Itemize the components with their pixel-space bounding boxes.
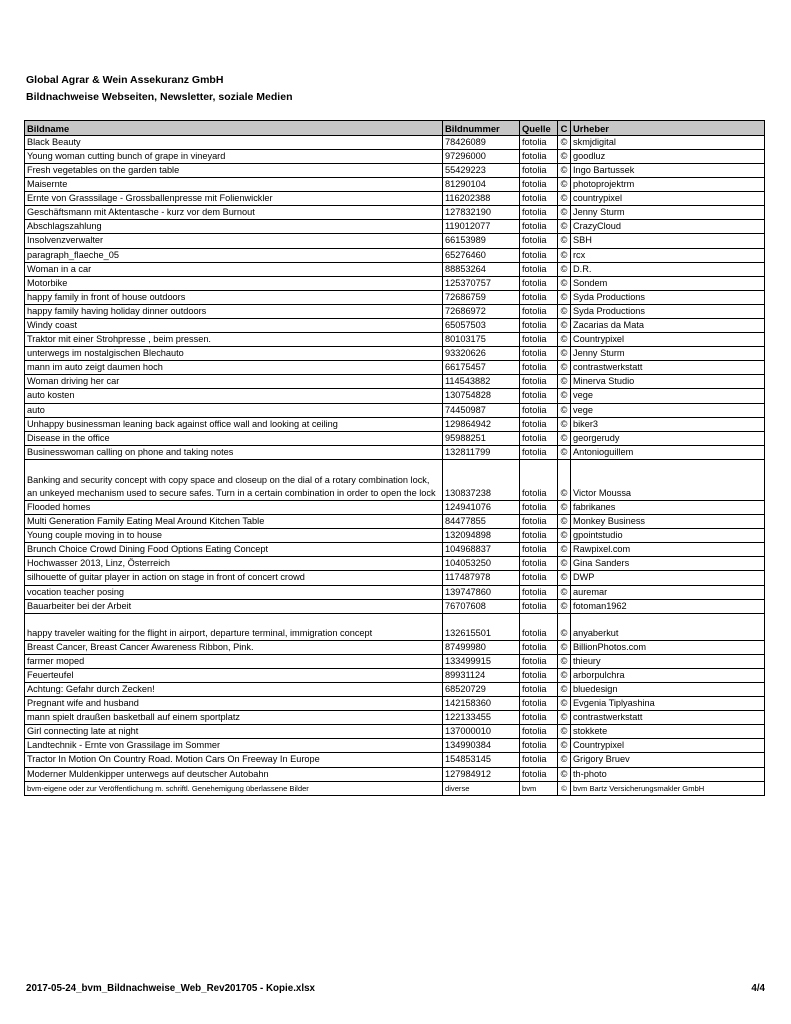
cell-bildnummer: 122133455 <box>443 711 520 725</box>
cell-urheber: gpointstudio <box>571 529 765 543</box>
table-row <box>25 682 765 696</box>
cell-copyright: © <box>558 333 571 347</box>
cell-quelle: fotolia <box>520 163 558 177</box>
cell-urheber: vege <box>571 389 765 403</box>
table-row <box>25 753 765 767</box>
cell-bildname: Pregnant wife and husband <box>25 697 443 711</box>
cell-copyright: © <box>558 445 571 459</box>
cell-copyright: © <box>558 711 571 725</box>
table-row <box>25 711 765 725</box>
cell-urheber: Victor Moussa <box>571 459 765 500</box>
cell-bildnummer: 139747860 <box>443 585 520 599</box>
footer-page-number: 4/4 <box>751 983 765 994</box>
cell-bildnummer: 132615501 <box>443 613 520 640</box>
cell-quelle: fotolia <box>520 445 558 459</box>
cell-bildnummer: 133499915 <box>443 654 520 668</box>
cell-urheber: th-photo <box>571 767 765 781</box>
cell-urheber: D.R. <box>571 262 765 276</box>
cell-urheber: Monkey Business <box>571 515 765 529</box>
cell-urheber: contrastwerkstatt <box>571 361 765 375</box>
cell-urheber: Sondem <box>571 276 765 290</box>
cell-urheber: thieury <box>571 654 765 668</box>
table-row <box>25 206 765 220</box>
cell-quelle: fotolia <box>520 304 558 318</box>
cell-bildnummer: 55429223 <box>443 163 520 177</box>
cell-quelle: fotolia <box>520 206 558 220</box>
cell-bildnummer: 97296000 <box>443 149 520 163</box>
cell-copyright: © <box>558 304 571 318</box>
table-row <box>25 403 765 417</box>
cell-bildname: Bauarbeiter bei der Arbeit <box>25 599 443 613</box>
cell-quelle: fotolia <box>520 417 558 431</box>
cell-bildnummer: 66153989 <box>443 234 520 248</box>
cell-bildname: Motorbike <box>25 276 443 290</box>
table-row <box>25 557 765 571</box>
table-row <box>25 178 765 192</box>
cell-quelle: fotolia <box>520 613 558 640</box>
cell-urheber: vege <box>571 403 765 417</box>
table-row <box>25 276 765 290</box>
cell-quelle: fotolia <box>520 403 558 417</box>
cell-copyright: © <box>558 767 571 781</box>
table-row <box>25 163 765 177</box>
cell-bildname: mann spielt draußen basketball auf einem sportplatz <box>25 711 443 725</box>
cell-bildname: auto <box>25 403 443 417</box>
cell-copyright: © <box>558 163 571 177</box>
cell-bildname: Young couple moving in to house <box>25 529 443 543</box>
cell-copyright: © <box>558 725 571 739</box>
cell-quelle: fotolia <box>520 571 558 585</box>
cell-quelle: fotolia <box>520 333 558 347</box>
footer-filename: 2017-05-24_bvm_Bildnachweise_Web_Rev201705 - Kopie.xlsx <box>26 983 315 994</box>
cell-quelle: bvm <box>520 781 558 795</box>
cell-bildnummer: 119012077 <box>443 220 520 234</box>
cell-bildname: auto kosten <box>25 389 443 403</box>
cell-bildname: Insolvenzverwalter <box>25 234 443 248</box>
table-row <box>25 234 765 248</box>
cell-quelle: fotolia <box>520 389 558 403</box>
cell-bildname: Hochwasser 2013, Linz, Österreich <box>25 557 443 571</box>
cell-bildname: Businesswoman calling on phone and taking notes <box>25 445 443 459</box>
cell-urheber: stokkete <box>571 725 765 739</box>
cell-quelle: fotolia <box>520 361 558 375</box>
cell-bildname: Landtechnik - Ernte von Grassilage im Sommer <box>25 739 443 753</box>
cell-bildname: Ernte von Grasssilage - Grossballenpresse mit Folienwickler <box>25 192 443 206</box>
cell-bildnummer: 80103175 <box>443 333 520 347</box>
cell-quelle: fotolia <box>520 500 558 514</box>
cell-quelle: fotolia <box>520 640 558 654</box>
cell-bildname: Woman driving her car <box>25 375 443 389</box>
cell-urheber: Gina Sanders <box>571 557 765 571</box>
cell-bildnummer: 124941076 <box>443 500 520 514</box>
cell-copyright: © <box>558 697 571 711</box>
cell-copyright: © <box>558 682 571 696</box>
cell-bildname: Abschlagszahlung <box>25 220 443 234</box>
cell-copyright: © <box>558 640 571 654</box>
cell-bildname: Banking and security concept with copy space and closeup on the dial of a rotary combination lock, an unkeyed mechanism used to secure safes. Turn in a certain combination in order to open the lock <box>25 459 443 500</box>
cell-copyright: © <box>558 417 571 431</box>
cell-bildnummer: 142158360 <box>443 697 520 711</box>
cell-copyright: © <box>558 613 571 640</box>
cell-bildnummer: 130837238 <box>443 459 520 500</box>
table-row <box>25 290 765 304</box>
cell-bildname: silhouette of guitar player in action on stage in front of concert crowd <box>25 571 443 585</box>
cell-bildname: Brunch Choice Crowd Dining Food Options Eating Concept <box>25 543 443 557</box>
cell-copyright: © <box>558 500 571 514</box>
table-row <box>25 613 765 640</box>
cell-copyright: © <box>558 654 571 668</box>
cell-urheber: anyaberkut <box>571 613 765 640</box>
table-row <box>25 543 765 557</box>
cell-bildname: Fresh vegetables on the garden table <box>25 163 443 177</box>
cell-bildnummer: 81290104 <box>443 178 520 192</box>
table-row <box>25 389 765 403</box>
cell-urheber: SBH <box>571 234 765 248</box>
table-header-row <box>25 121 765 136</box>
cell-urheber: Zacarias da Mata <box>571 319 765 333</box>
cell-quelle: fotolia <box>520 682 558 696</box>
table-row <box>25 431 765 445</box>
cell-copyright: © <box>558 543 571 557</box>
cell-bildnummer: 116202388 <box>443 192 520 206</box>
cell-bildnummer: 72686972 <box>443 304 520 318</box>
table-row <box>25 500 765 514</box>
cell-quelle: fotolia <box>520 543 558 557</box>
cell-copyright: © <box>558 431 571 445</box>
table-row <box>25 529 765 543</box>
table-row <box>25 262 765 276</box>
table-row <box>25 375 765 389</box>
cell-copyright: © <box>558 403 571 417</box>
cell-urheber: auremar <box>571 585 765 599</box>
cell-bildnummer: 87499980 <box>443 640 520 654</box>
cell-quelle: fotolia <box>520 290 558 304</box>
table-row <box>25 767 765 781</box>
cell-urheber: Antonioguillem <box>571 445 765 459</box>
cell-copyright: © <box>558 557 571 571</box>
cell-urheber: arborpulchra <box>571 668 765 682</box>
cell-bildname: vocation teacher posing <box>25 585 443 599</box>
cell-bildname: happy traveler waiting for the flight in airport, departure terminal, immigration concept <box>25 613 443 640</box>
cell-copyright: © <box>558 599 571 613</box>
cell-bildnummer: 130754828 <box>443 389 520 403</box>
table-row <box>25 304 765 318</box>
cell-copyright: © <box>558 753 571 767</box>
table-row <box>25 417 765 431</box>
cell-bildnummer: 78426089 <box>443 135 520 149</box>
cell-bildname: Woman in a car <box>25 262 443 276</box>
cell-bildnummer: 72686759 <box>443 290 520 304</box>
cell-bildname: Black Beauty <box>25 135 443 149</box>
cell-urheber: Minerva Studio <box>571 375 765 389</box>
cell-copyright: © <box>558 571 571 585</box>
cell-copyright: © <box>558 319 571 333</box>
cell-quelle: fotolia <box>520 149 558 163</box>
cell-copyright: © <box>558 459 571 500</box>
cell-bildname: Feuerteufel <box>25 668 443 682</box>
company-name: Global Agrar & Wein Assekuranz GmbH <box>26 74 224 86</box>
cell-bildname: bvm-eigene oder zur Veröffentlichung m. schriftl. Genehemigung überlassene Bilder <box>25 781 443 795</box>
cell-bildnummer: 65276460 <box>443 248 520 262</box>
cell-copyright: © <box>558 585 571 599</box>
cell-copyright: © <box>558 739 571 753</box>
cell-quelle: fotolia <box>520 599 558 613</box>
table-row <box>25 149 765 163</box>
table-row <box>25 459 765 500</box>
cell-bildnummer: 127832190 <box>443 206 520 220</box>
cell-quelle: fotolia <box>520 711 558 725</box>
cell-urheber: Evgenia Tiplyashina <box>571 697 765 711</box>
cell-quelle: fotolia <box>520 585 558 599</box>
cell-copyright: © <box>558 262 571 276</box>
cell-bildname: Achtung: Gefahr durch Zecken! <box>25 682 443 696</box>
cell-bildnummer: 84477855 <box>443 515 520 529</box>
cell-quelle: fotolia <box>520 654 558 668</box>
cell-bildname: Young woman cutting bunch of grape in vineyard <box>25 149 443 163</box>
cell-bildnummer: 66175457 <box>443 361 520 375</box>
cell-urheber: Syda Productions <box>571 304 765 318</box>
column-header-urheber: Urheber <box>571 121 765 136</box>
table-row <box>25 347 765 361</box>
cell-bildname: happy family in front of house outdoors <box>25 290 443 304</box>
cell-bildnummer: 95988251 <box>443 431 520 445</box>
cell-urheber: photoprojektrm <box>571 178 765 192</box>
cell-quelle: fotolia <box>520 725 558 739</box>
cell-bildnummer: 74450987 <box>443 403 520 417</box>
cell-quelle: fotolia <box>520 431 558 445</box>
cell-quelle: fotolia <box>520 192 558 206</box>
table-row <box>25 333 765 347</box>
table-body <box>25 135 765 795</box>
cell-quelle: fotolia <box>520 459 558 500</box>
cell-urheber: DWP <box>571 571 765 585</box>
cell-bildnummer: 132811799 <box>443 445 520 459</box>
cell-copyright: © <box>558 375 571 389</box>
cell-quelle: fotolia <box>520 135 558 149</box>
table-row <box>25 248 765 262</box>
cell-quelle: fotolia <box>520 248 558 262</box>
cell-copyright: © <box>558 389 571 403</box>
cell-quelle: fotolia <box>520 753 558 767</box>
cell-quelle: fotolia <box>520 767 558 781</box>
cell-copyright: © <box>558 206 571 220</box>
column-header-bildname: Bildname <box>25 121 443 136</box>
cell-bildname: Maisernte <box>25 178 443 192</box>
cell-copyright: © <box>558 135 571 149</box>
cell-quelle: fotolia <box>520 319 558 333</box>
cell-copyright: © <box>558 248 571 262</box>
cell-copyright: © <box>558 529 571 543</box>
column-header-copyright: C <box>558 121 571 136</box>
cell-copyright: © <box>558 781 571 795</box>
document-title: Bildnachweise Webseiten, Newsletter, soziale Medien <box>26 91 293 103</box>
cell-bildname: unterwegs im nostalgischen Blechauto <box>25 347 443 361</box>
cell-quelle: fotolia <box>520 739 558 753</box>
cell-bildnummer: 137000010 <box>443 725 520 739</box>
cell-bildname: Breast Cancer, Breast Cancer Awareness Ribbon, Pink. <box>25 640 443 654</box>
cell-bildname: Flooded homes <box>25 500 443 514</box>
cell-urheber: fabrikanes <box>571 500 765 514</box>
cell-urheber: bluedesign <box>571 682 765 696</box>
column-header-bildnummer: Bildnummer <box>443 121 520 136</box>
cell-copyright: © <box>558 668 571 682</box>
cell-urheber: CrazyCloud <box>571 220 765 234</box>
cell-bildnummer: 104053250 <box>443 557 520 571</box>
table-row <box>25 571 765 585</box>
cell-copyright: © <box>558 361 571 375</box>
cell-bildname: Multi Generation Family Eating Meal Around Kitchen Table <box>25 515 443 529</box>
table-row <box>25 445 765 459</box>
cell-urheber: Ingo Bartussek <box>571 163 765 177</box>
cell-urheber: fotoman1962 <box>571 599 765 613</box>
cell-urheber: Countrypixel <box>571 333 765 347</box>
cell-copyright: © <box>558 276 571 290</box>
table-row <box>25 192 765 206</box>
cell-quelle: fotolia <box>520 347 558 361</box>
cell-urheber: Jenny Sturm <box>571 206 765 220</box>
cell-copyright: © <box>558 290 571 304</box>
cell-urheber: Syda Productions <box>571 290 765 304</box>
cell-urheber: bvm Bartz Versicherungsmakler GmbH <box>571 781 765 795</box>
cell-bildname: farmer moped <box>25 654 443 668</box>
cell-urheber: goodluz <box>571 149 765 163</box>
cell-bildname: Traktor mit einer Strohpresse , beim pressen. <box>25 333 443 347</box>
table-row <box>25 599 765 613</box>
cell-bildname: Tractor In Motion On Country Road. Motion Cars On Freeway In Europe <box>25 753 443 767</box>
cell-bildnummer: 88853264 <box>443 262 520 276</box>
cell-urheber: rcx <box>571 248 765 262</box>
cell-quelle: fotolia <box>520 697 558 711</box>
cell-quelle: fotolia <box>520 668 558 682</box>
cell-bildname: Unhappy businessman leaning back against office wall and looking at ceiling <box>25 417 443 431</box>
cell-bildname: Disease in the office <box>25 431 443 445</box>
cell-bildnummer: 68520729 <box>443 682 520 696</box>
table-row <box>25 515 765 529</box>
cell-bildnummer: 104968837 <box>443 543 520 557</box>
document-header <box>26 72 292 106</box>
table-row <box>25 725 765 739</box>
cell-copyright: © <box>558 234 571 248</box>
column-header-quelle: Quelle <box>520 121 558 136</box>
cell-bildnummer: 125370757 <box>443 276 520 290</box>
cell-copyright: © <box>558 192 571 206</box>
table-row <box>25 781 765 795</box>
table-row <box>25 135 765 149</box>
cell-quelle: fotolia <box>520 515 558 529</box>
table-row <box>25 361 765 375</box>
cell-copyright: © <box>558 515 571 529</box>
cell-quelle: fotolia <box>520 557 558 571</box>
cell-bildnummer: 114543882 <box>443 375 520 389</box>
cell-bildname: Geschäftsmann mit Aktentasche - kurz vor dem Burnout <box>25 206 443 220</box>
cell-urheber: Jenny Sturm <box>571 347 765 361</box>
table-row <box>25 697 765 711</box>
cell-copyright: © <box>558 220 571 234</box>
cell-bildnummer: 134990384 <box>443 739 520 753</box>
table-row <box>25 640 765 654</box>
cell-quelle: fotolia <box>520 234 558 248</box>
cell-bildname: happy family having holiday dinner outdoors <box>25 304 443 318</box>
cell-urheber: georgerudy <box>571 431 765 445</box>
cell-bildnummer: 89931124 <box>443 668 520 682</box>
cell-quelle: fotolia <box>520 178 558 192</box>
table-row <box>25 220 765 234</box>
cell-urheber: countrypixel <box>571 192 765 206</box>
cell-urheber: biker3 <box>571 417 765 431</box>
cell-copyright: © <box>558 347 571 361</box>
cell-bildnummer: 129864942 <box>443 417 520 431</box>
cell-quelle: fotolia <box>520 220 558 234</box>
cell-copyright: © <box>558 178 571 192</box>
cell-bildname: Windy coast <box>25 319 443 333</box>
cell-urheber: BillionPhotos.com <box>571 640 765 654</box>
cell-bildnummer: 65057503 <box>443 319 520 333</box>
image-credits-table <box>24 120 765 796</box>
cell-urheber: Grigory Bruev <box>571 753 765 767</box>
cell-quelle: fotolia <box>520 262 558 276</box>
cell-urheber: contrastwerkstatt <box>571 711 765 725</box>
cell-bildnummer: 76707608 <box>443 599 520 613</box>
cell-bildname: Girl connecting late at night <box>25 725 443 739</box>
cell-bildnummer: 132094898 <box>443 529 520 543</box>
cell-bildname: mann im auto zeigt daumen hoch <box>25 361 443 375</box>
cell-quelle: fotolia <box>520 375 558 389</box>
table-row <box>25 585 765 599</box>
cell-bildnummer: 127984912 <box>443 767 520 781</box>
cell-bildnummer: diverse <box>443 781 520 795</box>
cell-bildname: paragraph_flaeche_05 <box>25 248 443 262</box>
cell-urheber: skmjdigital <box>571 135 765 149</box>
cell-quelle: fotolia <box>520 529 558 543</box>
cell-bildnummer: 93320626 <box>443 347 520 361</box>
table-row <box>25 319 765 333</box>
cell-bildname: Moderner Muldenkipper unterwegs auf deutscher Autobahn <box>25 767 443 781</box>
cell-copyright: © <box>558 149 571 163</box>
cell-bildnummer: 117487978 <box>443 571 520 585</box>
cell-quelle: fotolia <box>520 276 558 290</box>
cell-urheber: Rawpixel.com <box>571 543 765 557</box>
table-row <box>25 668 765 682</box>
cell-bildnummer: 154853145 <box>443 753 520 767</box>
table-row <box>25 654 765 668</box>
cell-urheber: Countrypixel <box>571 739 765 753</box>
table-row <box>25 739 765 753</box>
